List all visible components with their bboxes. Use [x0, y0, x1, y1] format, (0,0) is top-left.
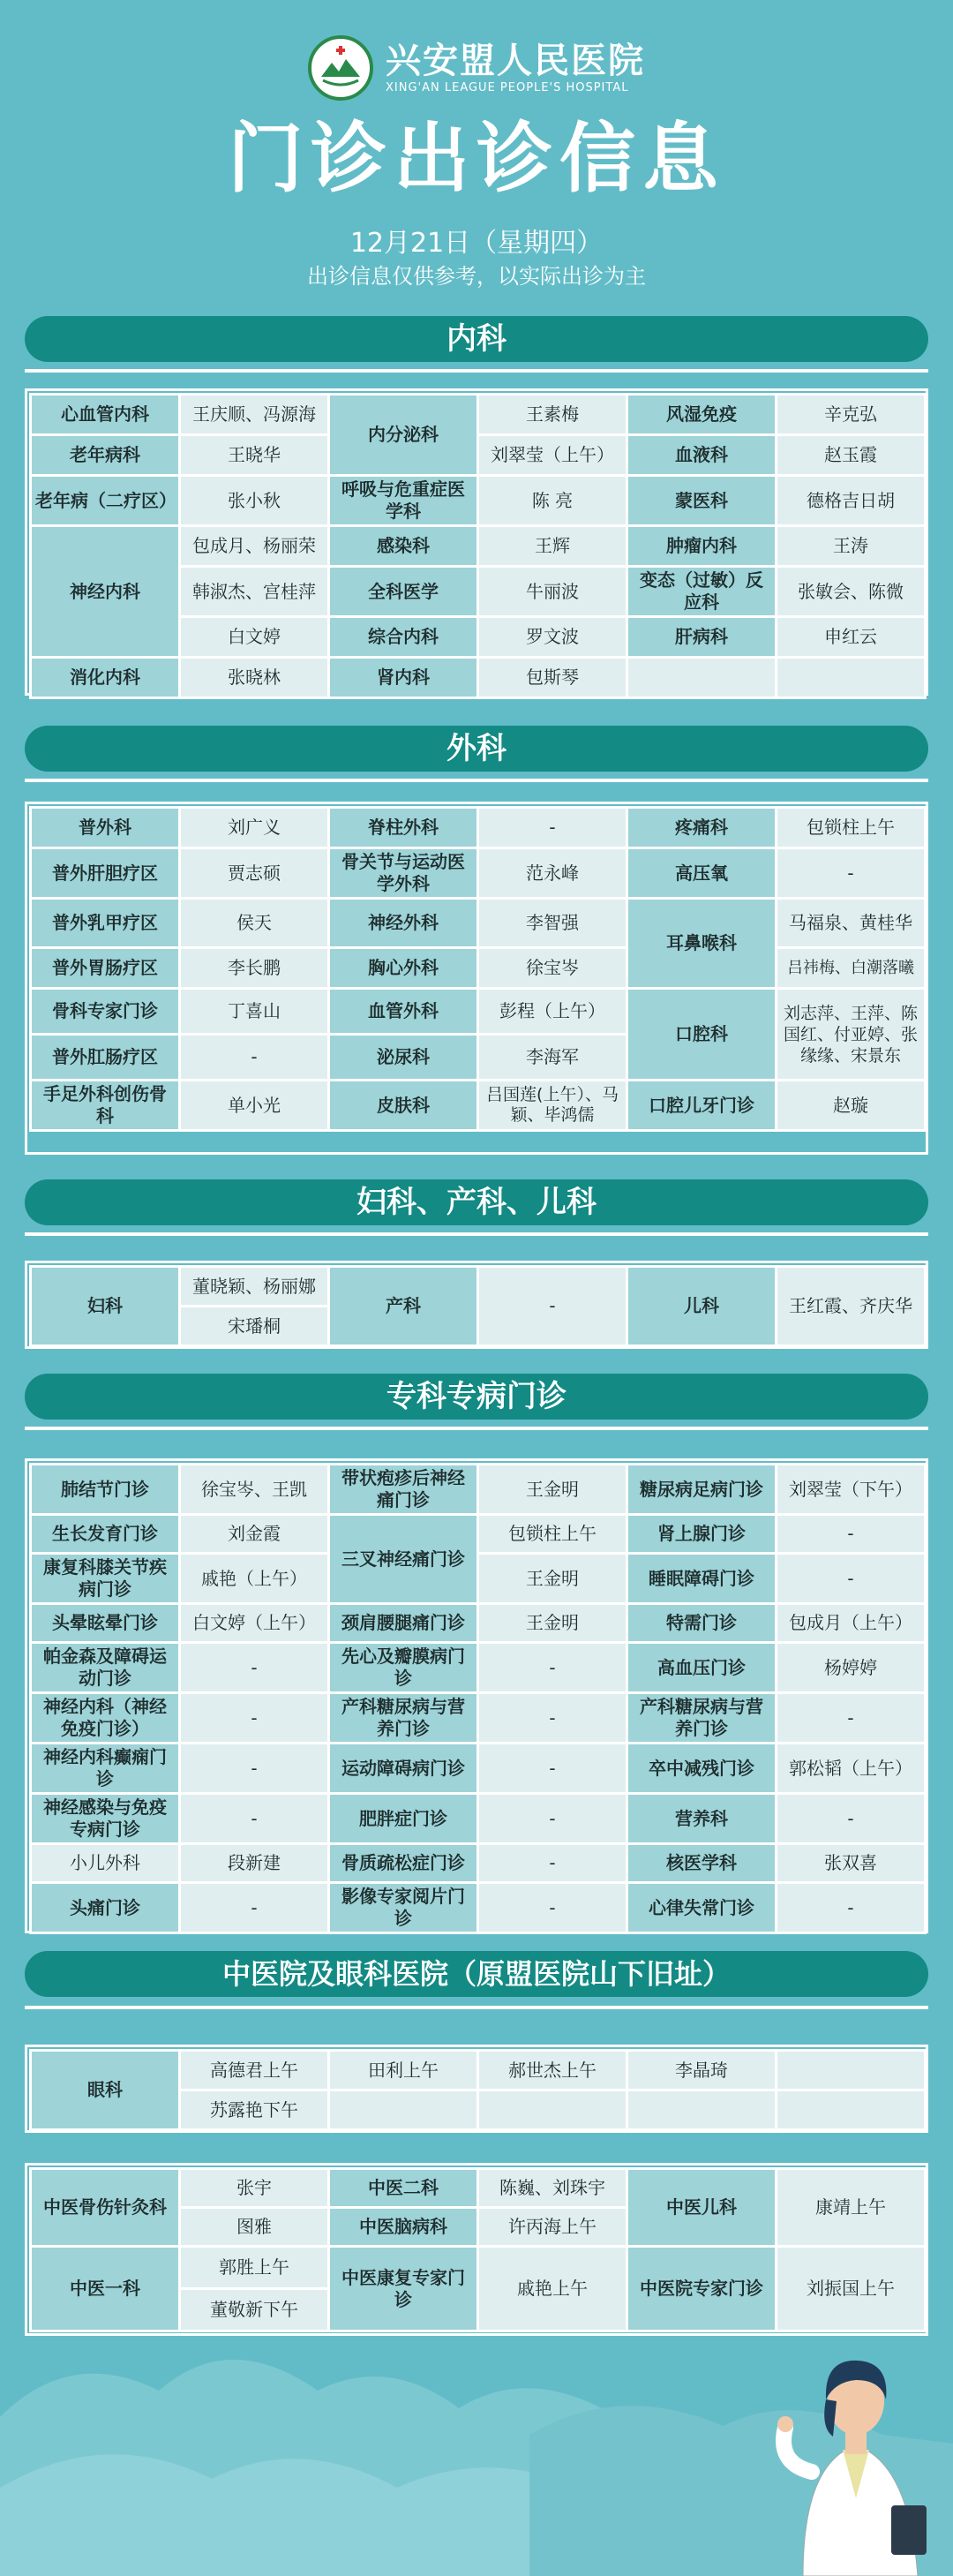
table-row: [31, 395, 926, 435]
section-title-zhongyi: 中医院及眼科医院（原盟医院山下旧址）: [25, 1951, 928, 1997]
dept-cell: 产科糖尿病与营养门诊: [627, 1693, 777, 1744]
dept-cell: 神经内科: [31, 526, 180, 658]
dept-cell: 普外胃肠疗区: [31, 948, 180, 989]
doctor-cell: -: [777, 1515, 926, 1554]
table-row: [31, 526, 926, 567]
table-row: [31, 948, 926, 989]
doctor-cell: 王红霞、齐庆华: [777, 1267, 926, 1346]
doctor-cell: 张双喜: [777, 1844, 926, 1883]
doctor-cell: 申红云: [777, 617, 926, 658]
doctor-cell: 陈 亮: [478, 476, 627, 526]
table-row: [31, 1267, 926, 1307]
section-title-zhuanke: 专科专病门诊: [25, 1374, 928, 1420]
table-row: [31, 2051, 926, 2090]
section-title-waike: 外科: [25, 726, 928, 772]
dept-cell: 神经感染与免疫专病门诊: [31, 1794, 180, 1844]
empty-cell: [777, 658, 926, 698]
dept-cell: 内分泌科: [329, 395, 478, 476]
doctor-cell: 王素梅: [478, 395, 627, 435]
dept-cell: 核医学科: [627, 1844, 777, 1883]
doctor-cell: 张宇: [180, 2169, 329, 2208]
doctor-cell: 张晓林: [180, 658, 329, 698]
doctor-cell: 宋璠桐: [180, 1307, 329, 1346]
doctor-cell: -: [478, 1883, 627, 1933]
doctor-cell: 吕祎梅、白潮落曦: [777, 948, 926, 989]
table-row: [31, 1554, 926, 1604]
notice-text: 出诊信息仅供参考，以实际出诊为主: [307, 264, 646, 289]
doctor-cell: 高德君上午: [180, 2051, 329, 2090]
hospital-name: 兴安盟人民医院: [386, 41, 645, 81]
dept-cell: 肺结节门诊: [31, 1465, 180, 1515]
page-title: 门诊出诊信息: [228, 115, 725, 203]
dept-cell: 心血管内科: [31, 395, 180, 435]
doctor-cell: 王金明: [478, 1465, 627, 1515]
dept-cell: 带状疱疹后神经痛门诊: [329, 1465, 478, 1515]
dept-cell: 儿科: [627, 1267, 777, 1346]
empty-cell: [478, 2090, 627, 2130]
table-row: [31, 1081, 926, 1131]
dept-cell: 普外肝胆疗区: [31, 848, 180, 899]
yanke-table: [29, 2049, 927, 2131]
table-row: [31, 476, 926, 526]
doctor-cell: 包成月、杨丽荣: [180, 526, 329, 567]
dept-cell: 先心及瓣膜病门诊: [329, 1643, 478, 1693]
table-row: [31, 435, 926, 476]
doctor-cell: 董敬新下午: [180, 2289, 329, 2331]
dept-cell: 产科糖尿病与营养门诊: [329, 1693, 478, 1744]
doctor-cell: 李晶琦: [627, 2051, 777, 2090]
doctor-cell: 戚艳上午: [478, 2247, 627, 2331]
date-label: 12月21日（星期四）: [349, 228, 604, 259]
doctor-cell: 段新建: [180, 1844, 329, 1883]
doctor-cell: -: [180, 1883, 329, 1933]
table-row: [31, 2247, 926, 2289]
doctor-cell: -: [180, 1693, 329, 1744]
table-row: [31, 1465, 926, 1515]
dept-cell: 帕金森及障碍运动门诊: [31, 1643, 180, 1693]
dept-cell: 消化内科: [31, 658, 180, 698]
doctor-cell: -: [777, 848, 926, 899]
dept-cell: 神经内科（神经免疫门诊）: [31, 1693, 180, 1744]
table-row: [31, 1794, 926, 1844]
doctor-cell: 戚艳（上午）: [180, 1554, 329, 1604]
doctor-cell: -: [478, 1744, 627, 1794]
divider: [25, 779, 928, 782]
hospital-name-en: XING'AN LEAGUE PEOPLE'S HOSPITAL: [386, 81, 629, 94]
dept-cell: 头痛门诊: [31, 1883, 180, 1933]
table-row: [31, 1744, 926, 1794]
doctor-cell: 董晓颖、杨丽娜: [180, 1267, 329, 1307]
doctor-cell: 刘翠莹（下午）: [777, 1465, 926, 1515]
doctor-cell: 郝世杰上午: [478, 2051, 627, 2090]
doctor-illustration: [768, 2295, 944, 2576]
section-title-fuke: 妇科、产科、儿科: [25, 1179, 928, 1225]
dept-cell: 蒙医科: [627, 476, 777, 526]
doctor-cell: 罗文波: [478, 617, 627, 658]
doctor-cell: -: [180, 1744, 329, 1794]
dept-cell: 心律失常门诊: [627, 1883, 777, 1933]
doctor-cell: 刘志萍、王萍、陈国红、付亚婷、张缘缘、宋景东: [777, 989, 926, 1081]
dept-cell: 高血压门诊: [627, 1643, 777, 1693]
hospital-logo-icon: [308, 35, 373, 101]
table-row: [31, 658, 926, 698]
dept-cell: 三叉神经痛门诊: [329, 1515, 478, 1604]
doctor-cell: -: [478, 1643, 627, 1693]
doctor-cell: 刘翠莹（上午）: [478, 435, 627, 476]
dept-cell: 耳鼻喉科: [627, 899, 777, 989]
dept-cell: 手足外科创伤骨科: [31, 1081, 180, 1131]
dept-cell: 血管外科: [329, 989, 478, 1035]
dept-cell: 普外科: [31, 808, 180, 848]
doctor-cell: 辛克弘: [777, 395, 926, 435]
table-row: [31, 899, 926, 948]
doctor-cell: 王晓华: [180, 435, 329, 476]
doctor-cell: -: [777, 1794, 926, 1844]
table-row: [31, 1693, 926, 1744]
dept-cell: 老年病（二疗区）: [31, 476, 180, 526]
dept-cell: 疼痛科: [627, 808, 777, 848]
doctor-cell: 郭松韬（上午）: [777, 1744, 926, 1794]
doctor-cell: 赵璇: [777, 1081, 926, 1131]
doctor-cell: -: [180, 1794, 329, 1844]
table-row: [31, 808, 926, 848]
dept-cell: 中医二科: [329, 2169, 478, 2208]
dept-cell: 肾上腺门诊: [627, 1515, 777, 1554]
table-row: [31, 1844, 926, 1883]
empty-cell: [627, 2090, 777, 2130]
doctor-cell: 李智强: [478, 899, 627, 948]
dept-cell: 胸心外科: [329, 948, 478, 989]
dept-cell: 血液科: [627, 435, 777, 476]
doctor-cell: 贾志硕: [180, 848, 329, 899]
doctor-cell: 侯天: [180, 899, 329, 948]
empty-cell: [329, 2090, 478, 2130]
divider: [25, 2006, 928, 2009]
dept-cell: 头晕眩晕门诊: [31, 1604, 180, 1643]
doctor-cell: 王辉: [478, 526, 627, 567]
table-row: [31, 1883, 926, 1933]
doctor-cell: 张敏会、陈微: [777, 567, 926, 617]
doctor-cell: 马福泉、黄桂华: [777, 899, 926, 948]
table-row: [31, 848, 926, 899]
dept-cell: 中医院专家门诊: [627, 2247, 777, 2331]
doctor-cell: 刘金霞: [180, 1515, 329, 1554]
doctor-cell: 康靖上午: [777, 2169, 926, 2247]
dept-cell: 普外肛肠疗区: [31, 1035, 180, 1081]
doctor-cell: 白文婷（上午）: [180, 1604, 329, 1643]
doctor-cell: -: [777, 1883, 926, 1933]
dept-cell: 综合内科: [329, 617, 478, 658]
doctor-cell: 白文婷: [180, 617, 329, 658]
dept-cell: 小儿外科: [31, 1844, 180, 1883]
doctor-cell: 郭胜上午: [180, 2247, 329, 2289]
page-header: [0, 0, 953, 300]
divider: [25, 1232, 928, 1236]
doctor-cell: 彭程（上午）: [478, 989, 627, 1035]
doctor-cell: 王庆顺、冯源海: [180, 395, 329, 435]
dept-cell: 影像专家阅片门诊: [329, 1883, 478, 1933]
doctor-cell: -: [777, 1693, 926, 1744]
doctor-cell: 丁喜山: [180, 989, 329, 1035]
doctor-cell: -: [180, 1643, 329, 1693]
doctor-cell: 范永峰: [478, 848, 627, 899]
dept-cell: 骨关节与运动医学外科: [329, 848, 478, 899]
dept-cell: 风湿免疫: [627, 395, 777, 435]
doctor-cell: 王涛: [777, 526, 926, 567]
doctor-cell: 吕国莲(上午）、马颖、毕鸿儒: [478, 1081, 627, 1131]
dept-cell: 特需门诊: [627, 1604, 777, 1643]
dept-cell: 皮肤科: [329, 1081, 478, 1131]
doctor-cell: 李长鹏: [180, 948, 329, 989]
doctor-cell: -: [478, 1267, 627, 1346]
doctor-cell: 刘振国上午: [777, 2247, 926, 2331]
table-row: [31, 1643, 926, 1693]
divider: [25, 369, 928, 373]
dept-cell: 神经内科癫痫门诊: [31, 1744, 180, 1794]
doctor-cell: 徐宝岑、王凯: [180, 1465, 329, 1515]
dept-cell: 呼吸与危重症医学科: [329, 476, 478, 526]
dept-cell: 糖尿病足病门诊: [627, 1465, 777, 1515]
doctor-cell: 刘广义: [180, 808, 329, 848]
dept-cell: 妇科: [31, 1267, 180, 1346]
doctor-cell: -: [478, 1844, 627, 1883]
dept-cell: 卒中减残门诊: [627, 1744, 777, 1794]
dept-cell: 泌尿科: [329, 1035, 478, 1081]
doctor-cell: 韩淑杰、宫桂萍: [180, 567, 329, 617]
dept-cell: 中医儿科: [627, 2169, 777, 2247]
doctor-cell: -: [777, 1554, 926, 1604]
fuke-table: [29, 1265, 927, 1347]
doctor-cell: 徐宝岑: [478, 948, 627, 989]
doctor-cell: 包斯琴: [478, 658, 627, 698]
table-row: [31, 989, 926, 1035]
dept-cell: 口腔科: [627, 989, 777, 1081]
doctor-cell: 包锁柱上午: [478, 1515, 627, 1554]
empty-cell: [777, 2090, 926, 2130]
table-row: [31, 1515, 926, 1554]
dept-cell: 中医康复专家门诊: [329, 2247, 478, 2331]
dept-cell: 口腔儿牙门诊: [627, 1081, 777, 1131]
dept-cell: 眼科: [31, 2051, 180, 2130]
doctor-cell: 李海军: [478, 1035, 627, 1081]
dept-cell: 中医一科: [31, 2247, 180, 2331]
dept-cell: 神经外科: [329, 899, 478, 948]
dept-cell: 产科: [329, 1267, 478, 1346]
dept-cell: 老年病科: [31, 435, 180, 476]
doctor-cell: 陈巍、刘珠宇: [478, 2169, 627, 2208]
dept-cell: 康复科膝关节疾病门诊: [31, 1554, 180, 1604]
neike-table: [29, 393, 927, 699]
doctor-cell: 许丙海上午: [478, 2208, 627, 2247]
section-title-neike: 内科: [25, 316, 928, 362]
dept-cell: 骨质疏松症门诊: [329, 1844, 478, 1883]
dept-cell: 感染科: [329, 526, 478, 567]
dept-cell: 睡眠障碍门诊: [627, 1554, 777, 1604]
dept-cell: 肝病科: [627, 617, 777, 658]
doctor-cell: 牛丽波: [478, 567, 627, 617]
empty-cell: [777, 2051, 926, 2090]
dept-cell: 全科医学: [329, 567, 478, 617]
waike-table: [29, 806, 927, 1132]
dept-cell: 肾内科: [329, 658, 478, 698]
doctor-cell: 田利上午: [329, 2051, 478, 2090]
dept-cell: 生长发育门诊: [31, 1515, 180, 1554]
dept-cell: 中医脑病科: [329, 2208, 478, 2247]
dept-cell: 骨科专家门诊: [31, 989, 180, 1035]
doctor-cell: 单小光: [180, 1081, 329, 1131]
empty-cell: [627, 658, 777, 698]
hospital-brand: [0, 35, 953, 101]
dept-cell: 颈肩腰腿痛门诊: [329, 1604, 478, 1643]
dept-cell: 变态（过敏）反应科: [627, 567, 777, 617]
dept-cell: 肿瘤内科: [627, 526, 777, 567]
doctor-cell: -: [478, 1794, 627, 1844]
dept-cell: 营养科: [627, 1794, 777, 1844]
doctor-cell: -: [180, 1035, 329, 1081]
doctor-cell: -: [478, 808, 627, 848]
table-row: [31, 1604, 926, 1643]
doctor-cell: 王金明: [478, 1554, 627, 1604]
doctor-cell: 王金明: [478, 1604, 627, 1643]
doctor-cell: -: [478, 1693, 627, 1744]
dept-cell: 脊柱外科: [329, 808, 478, 848]
dept-cell: 高压氧: [627, 848, 777, 899]
doctor-cell: 苏露艳下午: [180, 2090, 329, 2130]
doctor-cell: 张小秋: [180, 476, 329, 526]
table-row: [31, 2169, 926, 2208]
zhuanke-table: [29, 1463, 927, 1934]
doctor-cell: 赵玉霞: [777, 435, 926, 476]
dept-cell: 肥胖症门诊: [329, 1794, 478, 1844]
doctor-cell: 图雅: [180, 2208, 329, 2247]
dept-cell: 普外乳甲疗区: [31, 899, 180, 948]
doctor-cell: 德格吉日胡: [777, 476, 926, 526]
dept-cell: 中医骨伤针灸科: [31, 2169, 180, 2247]
divider: [25, 1427, 928, 1430]
dept-cell: 运动障碍病门诊: [329, 1744, 478, 1794]
doctor-cell: 杨婷婷: [777, 1643, 926, 1693]
doctor-cell: 包锁柱上午: [777, 808, 926, 848]
doctor-cell: 包成月（上午）: [777, 1604, 926, 1643]
